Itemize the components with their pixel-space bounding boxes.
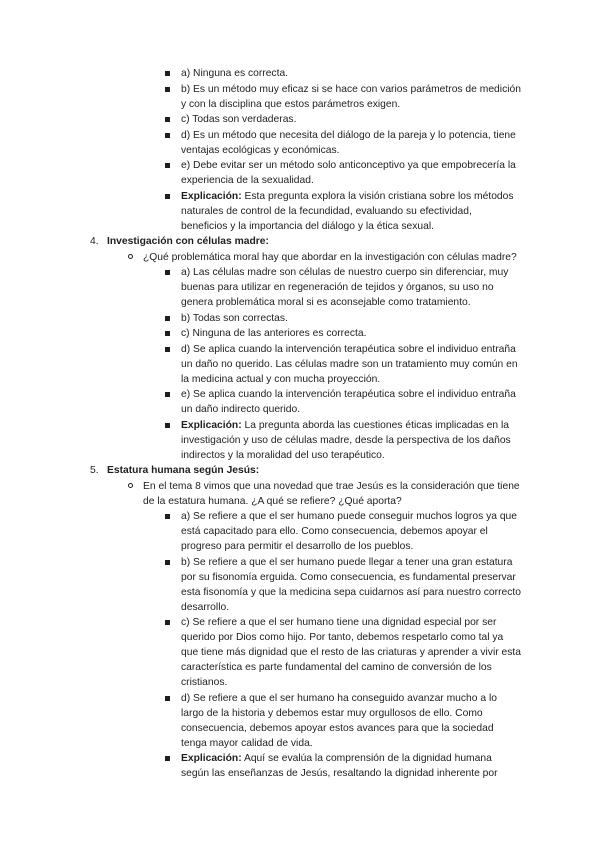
list-item <box>0 128 521 158</box>
bullet-square-icon <box>165 71 170 76</box>
explanation-text: Esta pregunta explora la visión cristiana sobre los métodos naturales de control de la fecundidad, evaluando su efectividad, beneficios y la importancia del diálogo y la ética sexual. <box>181 190 514 232</box>
explanation-text: La pregunta aborda las cuestiones éticas implicadas en la investigación y uso de células madre, desde la perspectiva de los daños indirectos y la moralidad del uso terapéutico. <box>181 419 511 461</box>
list-item <box>0 82 521 112</box>
section-title: Investigación con células madre: <box>107 236 269 247</box>
bullet-square-icon <box>165 133 170 138</box>
option-text: b) Todas son correctas. <box>181 312 288 324</box>
option-text: c) Se refiere a que el ser humano tiene una dignidad especial por ser querido por Dios como hijo. Por tanto, debemos respetarlo como tal ya que tiene más dignidad que el resto de las criaturas y aprender a vivir esta característica es parte fundamental del camino de conversión de los cristianos. <box>181 617 521 688</box>
section-title: Estatura humana según Jesús: <box>107 465 260 476</box>
bullet-square-icon <box>165 514 170 519</box>
bullet-square-icon <box>165 163 170 168</box>
list-item <box>0 387 521 417</box>
section-number: 5. <box>90 465 99 476</box>
option-text: a) Se refiere a que el ser humano puede conseguir muchos logros ya que está capacitado para ello. Como consecuencia, debemos apoyar el progreso para permitir el desarrollo de los pueblos. <box>181 511 517 552</box>
explanation-label: Explicación: <box>181 753 242 764</box>
bullet-square-icon <box>165 696 170 701</box>
explanation-item <box>0 751 521 781</box>
option-text: c) Todas son verdaderas. <box>181 114 297 125</box>
option-text: b) Se refiere a que el ser humano puede llegar a tener una gran estatura por su fisonomía erguida. Como consecuencia, es fundamental preservar esta fisonomía y que la medicina sepa cuidarnos así para nuestro correcto desarrollo. <box>181 556 521 613</box>
option-text: d) Se aplica cuando la intervención terapéutica sobre el individuo entraña un daño no querido. Las células madre son un tratamiento muy común en la medicina actual y con mucha proyección. <box>181 343 518 385</box>
list-item <box>0 326 521 341</box>
question-text: En el tema 8 vimos que una novedad que trae Jesús es la consideración que tiene de la estatura humana. ¿A qué se refiere? ¿Qué aporta? <box>143 480 520 507</box>
section-heading <box>0 234 600 249</box>
bullet-circle-icon <box>128 483 133 488</box>
bullet-square-icon <box>165 560 170 565</box>
explanation-item <box>0 418 521 463</box>
list-item <box>0 311 521 326</box>
bullet-square-icon <box>165 347 170 352</box>
bullet-square-icon <box>165 392 170 397</box>
bullet-square-icon <box>165 620 170 625</box>
bullet-circle-icon <box>128 254 133 259</box>
list-item <box>0 691 521 751</box>
bullet-square-icon <box>165 117 170 122</box>
bullet-square-icon <box>165 316 170 321</box>
option-text: c) Ninguna de las anteriores es correcta. <box>181 328 367 339</box>
section-number: 4. <box>90 236 99 247</box>
option-text: e) Debe evitar ser un método solo anticonceptivo ya que empobrecería la experiencia de la sexualidad. <box>181 160 516 186</box>
list-item <box>0 615 521 690</box>
list-item <box>0 509 521 554</box>
bullet-square-icon <box>165 756 170 761</box>
list-item <box>0 66 521 81</box>
option-text: b) Es un método muy eficaz si se hace con varios parámetros de medición y con la disciplina que estos parámetros exigen. <box>181 83 521 110</box>
question-item <box>0 250 525 265</box>
explanation-label: Explicación: <box>181 419 242 431</box>
option-text: d) Es un método que necesita del diálogo de la pareja y lo potencia, tiene ventajas ecológicas y económicas. <box>181 129 516 156</box>
option-text: a) Ninguna es correcta. <box>181 68 289 79</box>
bullet-square-icon <box>165 194 170 199</box>
explanation-text: Aquí se evalúa la comprensión de la dignidad humana según las enseñanzas de Jesús, resaltando la dignidad inherente por <box>181 753 498 779</box>
bullet-square-icon <box>165 423 170 428</box>
bullet-square-icon <box>165 331 170 336</box>
list-item <box>0 342 521 387</box>
document-page <box>0 66 600 782</box>
option-text: a) Las células madre son células de nuestro cuerpo sin diferenciar, muy buenas para utilizar en regeneración de tejidos y órganos, su uso no genera problemática moral si es aconsejable como tratamiento. <box>181 267 509 308</box>
bullet-square-icon <box>165 270 170 275</box>
bullet-square-icon <box>165 87 170 92</box>
list-item <box>0 265 521 310</box>
option-text: e) Se aplica cuando la intervención terapéutica sobre el individuo entraña un daño indirecto querido. <box>181 389 516 415</box>
section-heading <box>0 463 600 478</box>
list-item <box>0 112 521 127</box>
question-text: ¿Qué problemática moral hay que abordar en la investigación con células madre? <box>143 251 517 263</box>
explanation-label: Explicación: <box>181 190 242 202</box>
option-text: d) Se refiere a que el ser humano ha conseguido avanzar mucho a lo largo de la historia y debemos estar muy orgullosos de ello. Como consecuencia, debemos apoyar estos avances para que la sociedad tenga mayor calidad de vida. <box>181 692 497 749</box>
explanation-item <box>0 189 521 234</box>
question-item <box>0 479 525 509</box>
list-item <box>0 555 521 615</box>
list-item <box>0 158 521 188</box>
